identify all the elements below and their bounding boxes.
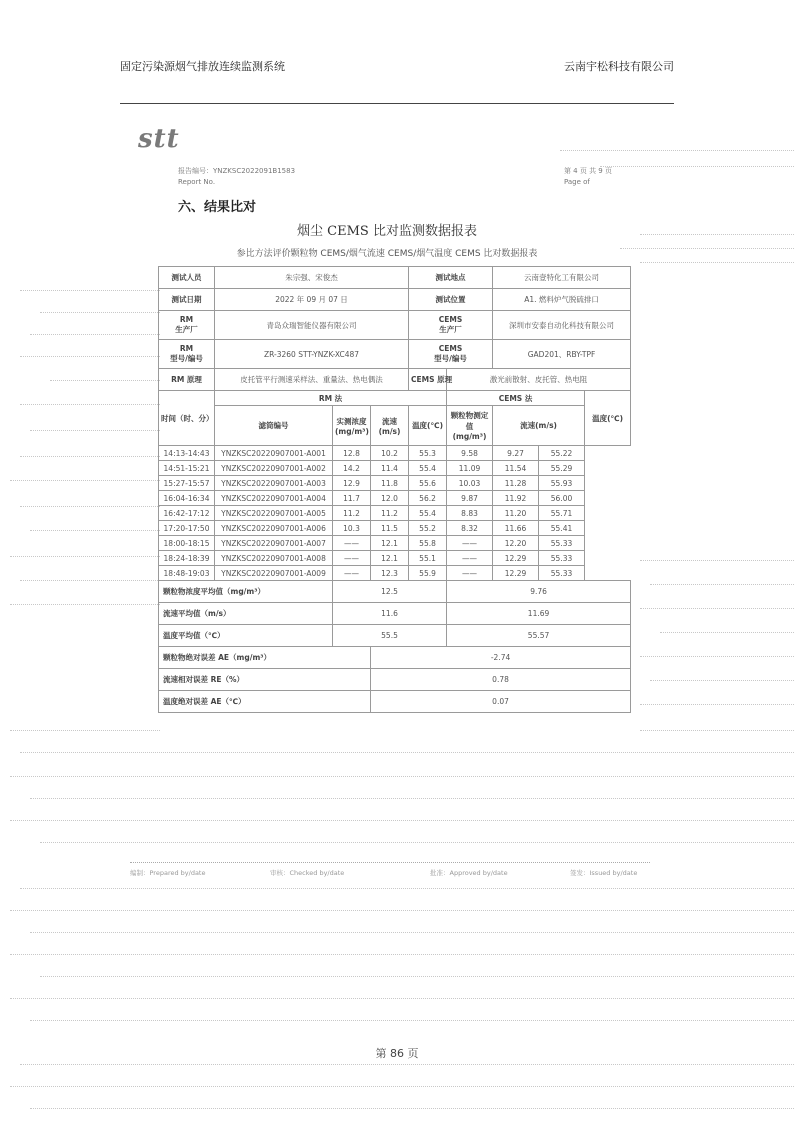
table-row — [159, 566, 631, 581]
cell-time: 15:27-15:57 — [159, 476, 215, 491]
header-system-name: 固定污染源烟气排放连续监测系统 — [120, 60, 285, 73]
group-header-row: 时间（时、分） RM 法 CEMS 法 温度(℃) — [159, 391, 631, 406]
summary-row: 流速相对误差 RE（%） 0.78 — [159, 669, 631, 691]
cell-cems-conc: 8.83 — [447, 506, 493, 521]
cell-rm-v: 11.4 — [371, 461, 409, 476]
cell-cems-conc: —— — [447, 536, 493, 551]
cell-cems-t: 55.41 — [539, 521, 585, 536]
cell-no: YNZKSC20220907001-A007 — [215, 536, 333, 551]
table-row — [159, 491, 631, 506]
cell-no: YNZKSC20220907001-A005 — [215, 506, 333, 521]
info-row: RM 原理 皮托管平行测速采样法、重量法、热电偶法 CEMS 原理 激光前散射、皮托管、热电阻 — [159, 369, 631, 391]
cell-cems-t: 55.33 — [539, 566, 585, 581]
cell-cems-v: 11.28 — [493, 476, 539, 491]
cell-rm-conc: 12.9 — [333, 476, 371, 491]
cell-cems-t: 56.00 — [539, 491, 585, 506]
cell-cems-v: 12.20 — [493, 536, 539, 551]
info-row: 测试人员 朱宗强、宋俊杰 测试地点 云南壹特化工有限公司 — [159, 267, 631, 289]
cell-cems-t: 55.33 — [539, 536, 585, 551]
cell-cems-conc: —— — [447, 566, 493, 581]
signature-divider — [130, 862, 650, 863]
cell-rm-t: 55.2 — [409, 521, 447, 536]
cell-rm-t: 55.1 — [409, 551, 447, 566]
cell-rm-t: 55.3 — [409, 446, 447, 461]
info-row: 测试日期 2022 年 09 月 07 日 测试位置 A1. 燃料炉气脱硫排口 — [159, 289, 631, 311]
cell-rm-t: 55.9 — [409, 566, 447, 581]
cell-rm-t: 55.6 — [409, 476, 447, 491]
cell-rm-conc: —— — [333, 536, 371, 551]
scanned-report — [130, 120, 670, 900]
cell-cems-v: 11.54 — [493, 461, 539, 476]
cell-cems-v: 9.27 — [493, 446, 539, 461]
section-title: 六、结果比对 — [178, 200, 257, 215]
header-company-name: 云南宇松科技有限公司 — [564, 60, 674, 73]
cell-cems-v: 12.29 — [493, 566, 539, 581]
table-row — [159, 551, 631, 566]
cell-time: 16:04-16:34 — [159, 491, 215, 506]
cell-rm-conc: 12.8 — [333, 446, 371, 461]
summary-row: 流速平均值（m/s） 11.6 11.69 — [159, 603, 631, 625]
cell-no: YNZKSC20220907001-A004 — [215, 491, 333, 506]
cell-no: YNZKSC20220907001-A001 — [215, 446, 333, 461]
summary-row: 温度平均值（℃） 55.5 55.57 — [159, 625, 631, 647]
cell-cems-conc: 10.03 — [447, 476, 493, 491]
checked-by: 审核：Checked by/date — [270, 869, 345, 877]
cell-time: 14:13-14:43 — [159, 446, 215, 461]
cell-rm-v: 12.0 — [371, 491, 409, 506]
cell-no: YNZKSC20220907001-A002 — [215, 461, 333, 476]
cell-rm-t: 55.4 — [409, 506, 447, 521]
cell-rm-v: 12.3 — [371, 566, 409, 581]
cell-cems-conc: 9.58 — [447, 446, 493, 461]
cell-rm-v: 12.1 — [371, 551, 409, 566]
cell-cems-conc: 9.87 — [447, 491, 493, 506]
issued-by: 签发：Issued by/date — [570, 869, 638, 877]
cell-rm-v: 11.5 — [371, 521, 409, 536]
cell-rm-v: 11.8 — [371, 476, 409, 491]
header-divider — [120, 103, 674, 104]
cell-cems-v: 11.20 — [493, 506, 539, 521]
page-header — [120, 58, 674, 78]
table-row — [159, 506, 631, 521]
table-row — [159, 521, 631, 536]
page-number: 第 86 页 — [375, 1047, 419, 1060]
cell-cems-conc: —— — [447, 551, 493, 566]
signature-line — [130, 868, 650, 882]
cell-no: YNZKSC20220907001-A006 — [215, 521, 333, 536]
table-row — [159, 446, 631, 461]
cell-time: 18:24-18:39 — [159, 551, 215, 566]
cell-cems-v: 11.92 — [493, 491, 539, 506]
info-row: RM 型号/编号 ZR-3260 STT-YNZK-XC487 CEMS 型号/编号 GAD201、RBY-TPF — [159, 340, 631, 369]
summary-row: 颗粒物浓度平均值（mg/m³） 12.5 9.76 — [159, 581, 631, 603]
cell-rm-v: 12.1 — [371, 536, 409, 551]
cell-cems-v: 11.66 — [493, 521, 539, 536]
cell-cems-t: 55.71 — [539, 506, 585, 521]
cell-time: 16:42-17:12 — [159, 506, 215, 521]
cell-rm-conc: —— — [333, 551, 371, 566]
cell-rm-conc: —— — [333, 566, 371, 581]
column-header-row: 滤筒编号 实测浓度(mg/m³) 流速(m/s) 温度(℃) 颗粒物测定值(mg/m³) 流速(m/s) — [159, 406, 631, 446]
summary-row: 温度绝对误差 AE（℃） 0.07 — [159, 691, 631, 713]
cell-time: 14:51-15:21 — [159, 461, 215, 476]
cell-time: 18:00-18:15 — [159, 536, 215, 551]
cell-rm-v: 10.2 — [371, 446, 409, 461]
cell-cems-v: 12.29 — [493, 551, 539, 566]
table-row — [159, 536, 631, 551]
report-page-count: 第 4 页 共 9 页 Page of — [563, 167, 612, 186]
cell-rm-conc: 14.2 — [333, 461, 371, 476]
cell-rm-conc: 11.2 — [333, 506, 371, 521]
cell-cems-t: 55.22 — [539, 446, 585, 461]
table-row — [159, 476, 631, 491]
info-row: RM 生产厂 青岛众瑞智能仪器有限公司 CEMS 生产厂 深圳市安泰自动化科技有限公司 — [159, 311, 631, 340]
measurement-rows — [159, 446, 631, 581]
summary-row: 颗粒物绝对误差 AE（mg/m³） -2.74 — [159, 647, 631, 669]
cell-cems-t: 55.93 — [539, 476, 585, 491]
report-number: 报告编号：YNZKSC2022091B1583 Report No. — [178, 167, 296, 186]
cell-rm-t: 55.4 — [409, 461, 447, 476]
cell-cems-conc: 8.32 — [447, 521, 493, 536]
prepared-by: 编制：Prepared by/date — [130, 869, 206, 877]
table-row — [159, 461, 631, 476]
cell-cems-t: 55.29 — [539, 461, 585, 476]
table-title: 烟尘 CEMS 比对监测数据报表 — [297, 224, 477, 239]
cell-time: 18:48-19:03 — [159, 566, 215, 581]
cell-rm-conc: 10.3 — [333, 521, 371, 536]
cell-cems-conc: 11.09 — [447, 461, 493, 476]
cell-time: 17:20-17:50 — [159, 521, 215, 536]
approved-by: 批准：Approved by/date — [430, 869, 508, 877]
comparison-table — [158, 266, 631, 713]
cell-no: YNZKSC20220907001-A009 — [215, 566, 333, 581]
cell-rm-v: 11.2 — [371, 506, 409, 521]
company-logo: stt — [138, 124, 180, 154]
cell-cems-t: 55.33 — [539, 551, 585, 566]
cell-rm-t: 56.2 — [409, 491, 447, 506]
table-subtitle: 参比方法评价颗粒物 CEMS/烟气流速 CEMS/烟气温度 CEMS 比对数据报表 — [236, 249, 538, 259]
cell-no: YNZKSC20220907001-A008 — [215, 551, 333, 566]
cell-rm-conc: 11.7 — [333, 491, 371, 506]
cell-rm-t: 55.8 — [409, 536, 447, 551]
cell-no: YNZKSC20220907001-A003 — [215, 476, 333, 491]
